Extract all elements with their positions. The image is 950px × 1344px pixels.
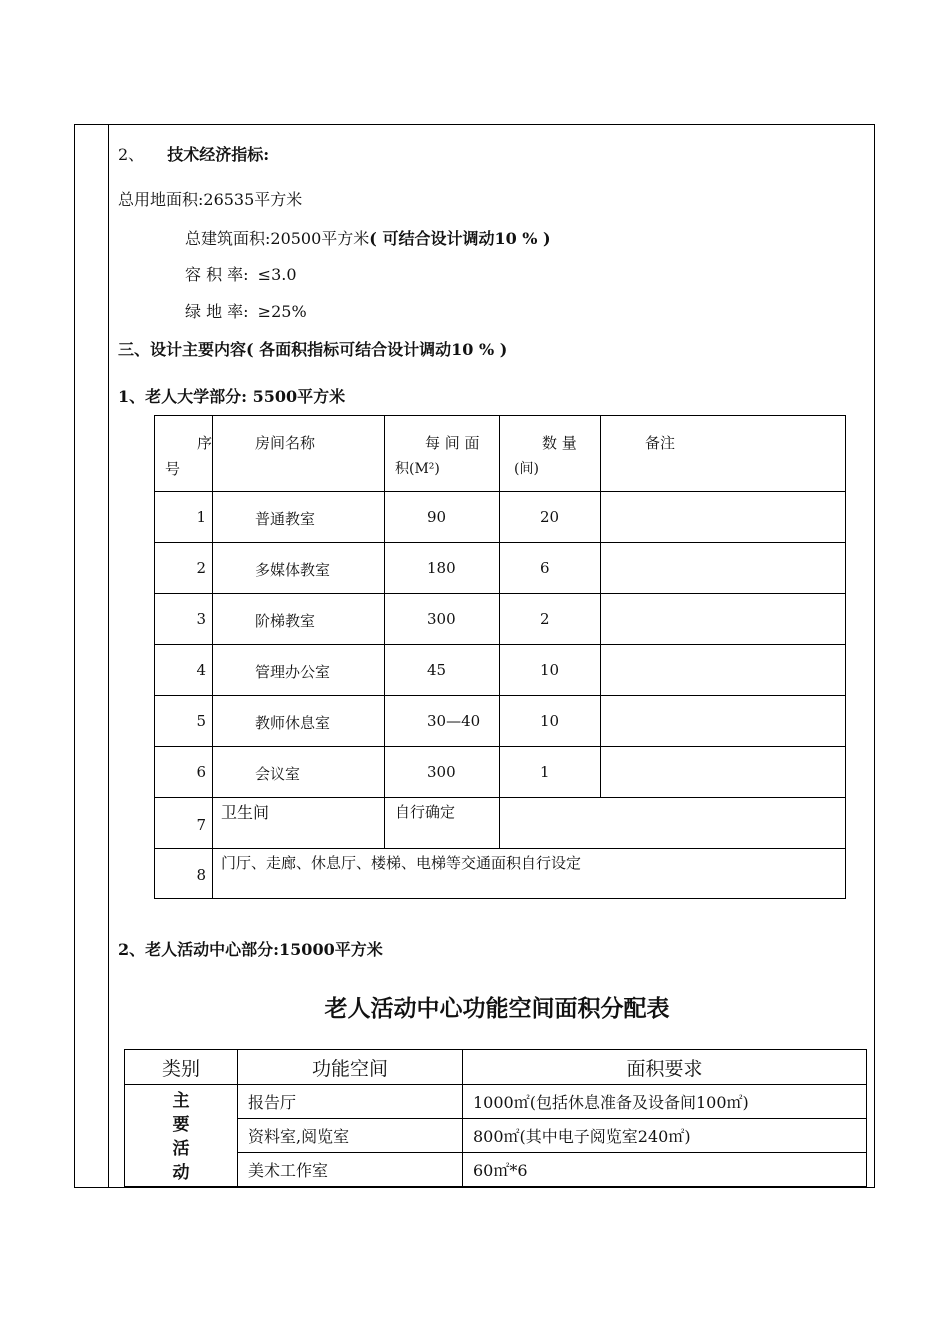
table-row: 6 会议室 300 1 [155, 747, 846, 798]
section3-title: 三、设计主要内容 [118, 340, 247, 359]
far-label: 容 积 率: [185, 265, 249, 284]
table-row: 4 管理办公室 45 10 [155, 645, 846, 696]
category-cell: 主 要 活 动 [125, 1085, 238, 1187]
green-value: ≥25% [257, 302, 307, 321]
building-area-note: ( 可结合设计调动10 % ) [369, 229, 551, 248]
section2-title: 技术经济指标: [167, 145, 270, 164]
green-ratio [185, 299, 307, 322]
header-name: 房间名称 [213, 416, 385, 492]
university-rooms-table [154, 415, 846, 899]
header-qty: 数 量 (间) [500, 416, 601, 492]
section2-heading [118, 142, 269, 165]
table-row: 7 卫生间 自行确定 [155, 798, 846, 849]
table-row: 8 门厅、走廊、休息厅、楼梯、电梯等交通面积自行设定 [155, 849, 846, 899]
far-value: ≤3.0 [257, 265, 297, 284]
land-area: 总用地面积:26535平方米 [118, 190, 303, 209]
green-label: 绿 地 率: [185, 302, 249, 321]
activity-center-table [124, 1049, 867, 1187]
building-area-value: 总建筑面积:20500平方米 [185, 229, 370, 248]
header-area: 每 间 面 积(M²) [385, 416, 500, 492]
section3-heading [118, 337, 507, 360]
requirement-cell: 60㎡*6 [463, 1153, 867, 1187]
section2-number: 2、 [118, 145, 145, 164]
table-header-row [155, 416, 846, 492]
frame-divider [108, 124, 109, 1188]
header-requirement: 面积要求 [463, 1050, 867, 1085]
table-row: 2 多媒体教室 180 6 [155, 543, 846, 594]
floor-area-ratio [185, 262, 297, 285]
part2-heading: 2、老人活动中心部分:15000平方米 [118, 940, 383, 959]
table-row: 1 普通教室 90 20 [155, 492, 846, 543]
table2-header-row [125, 1050, 867, 1085]
building-area [185, 226, 551, 249]
table-row: 5 教师休息室 30—40 10 [155, 696, 846, 747]
table-row [125, 1085, 867, 1119]
table-row: 3 阶梯教室 300 2 [155, 594, 846, 645]
requirement-cell: 1000㎡(包括休息准备及设备间100㎡) [463, 1085, 867, 1119]
header-category: 类别 [125, 1050, 238, 1085]
section3-note: ( 各面积指标可结合设计调动10 % ) [246, 340, 508, 359]
part1-heading: 1、老人大学部分: 5500平方米 [118, 387, 346, 406]
space-cell: 美术工作室 [238, 1153, 463, 1187]
header-space: 功能空间 [238, 1050, 463, 1085]
space-cell: 报告厅 [238, 1085, 463, 1119]
table2-title: 老人活动中心功能空间面积分配表 [324, 996, 670, 1022]
header-seq: 序 号 [155, 416, 213, 492]
requirement-cell: 800㎡(其中电子阅览室240㎡) [463, 1119, 867, 1153]
header-note: 备注 [601, 416, 846, 492]
space-cell: 资料室,阅览室 [238, 1119, 463, 1153]
